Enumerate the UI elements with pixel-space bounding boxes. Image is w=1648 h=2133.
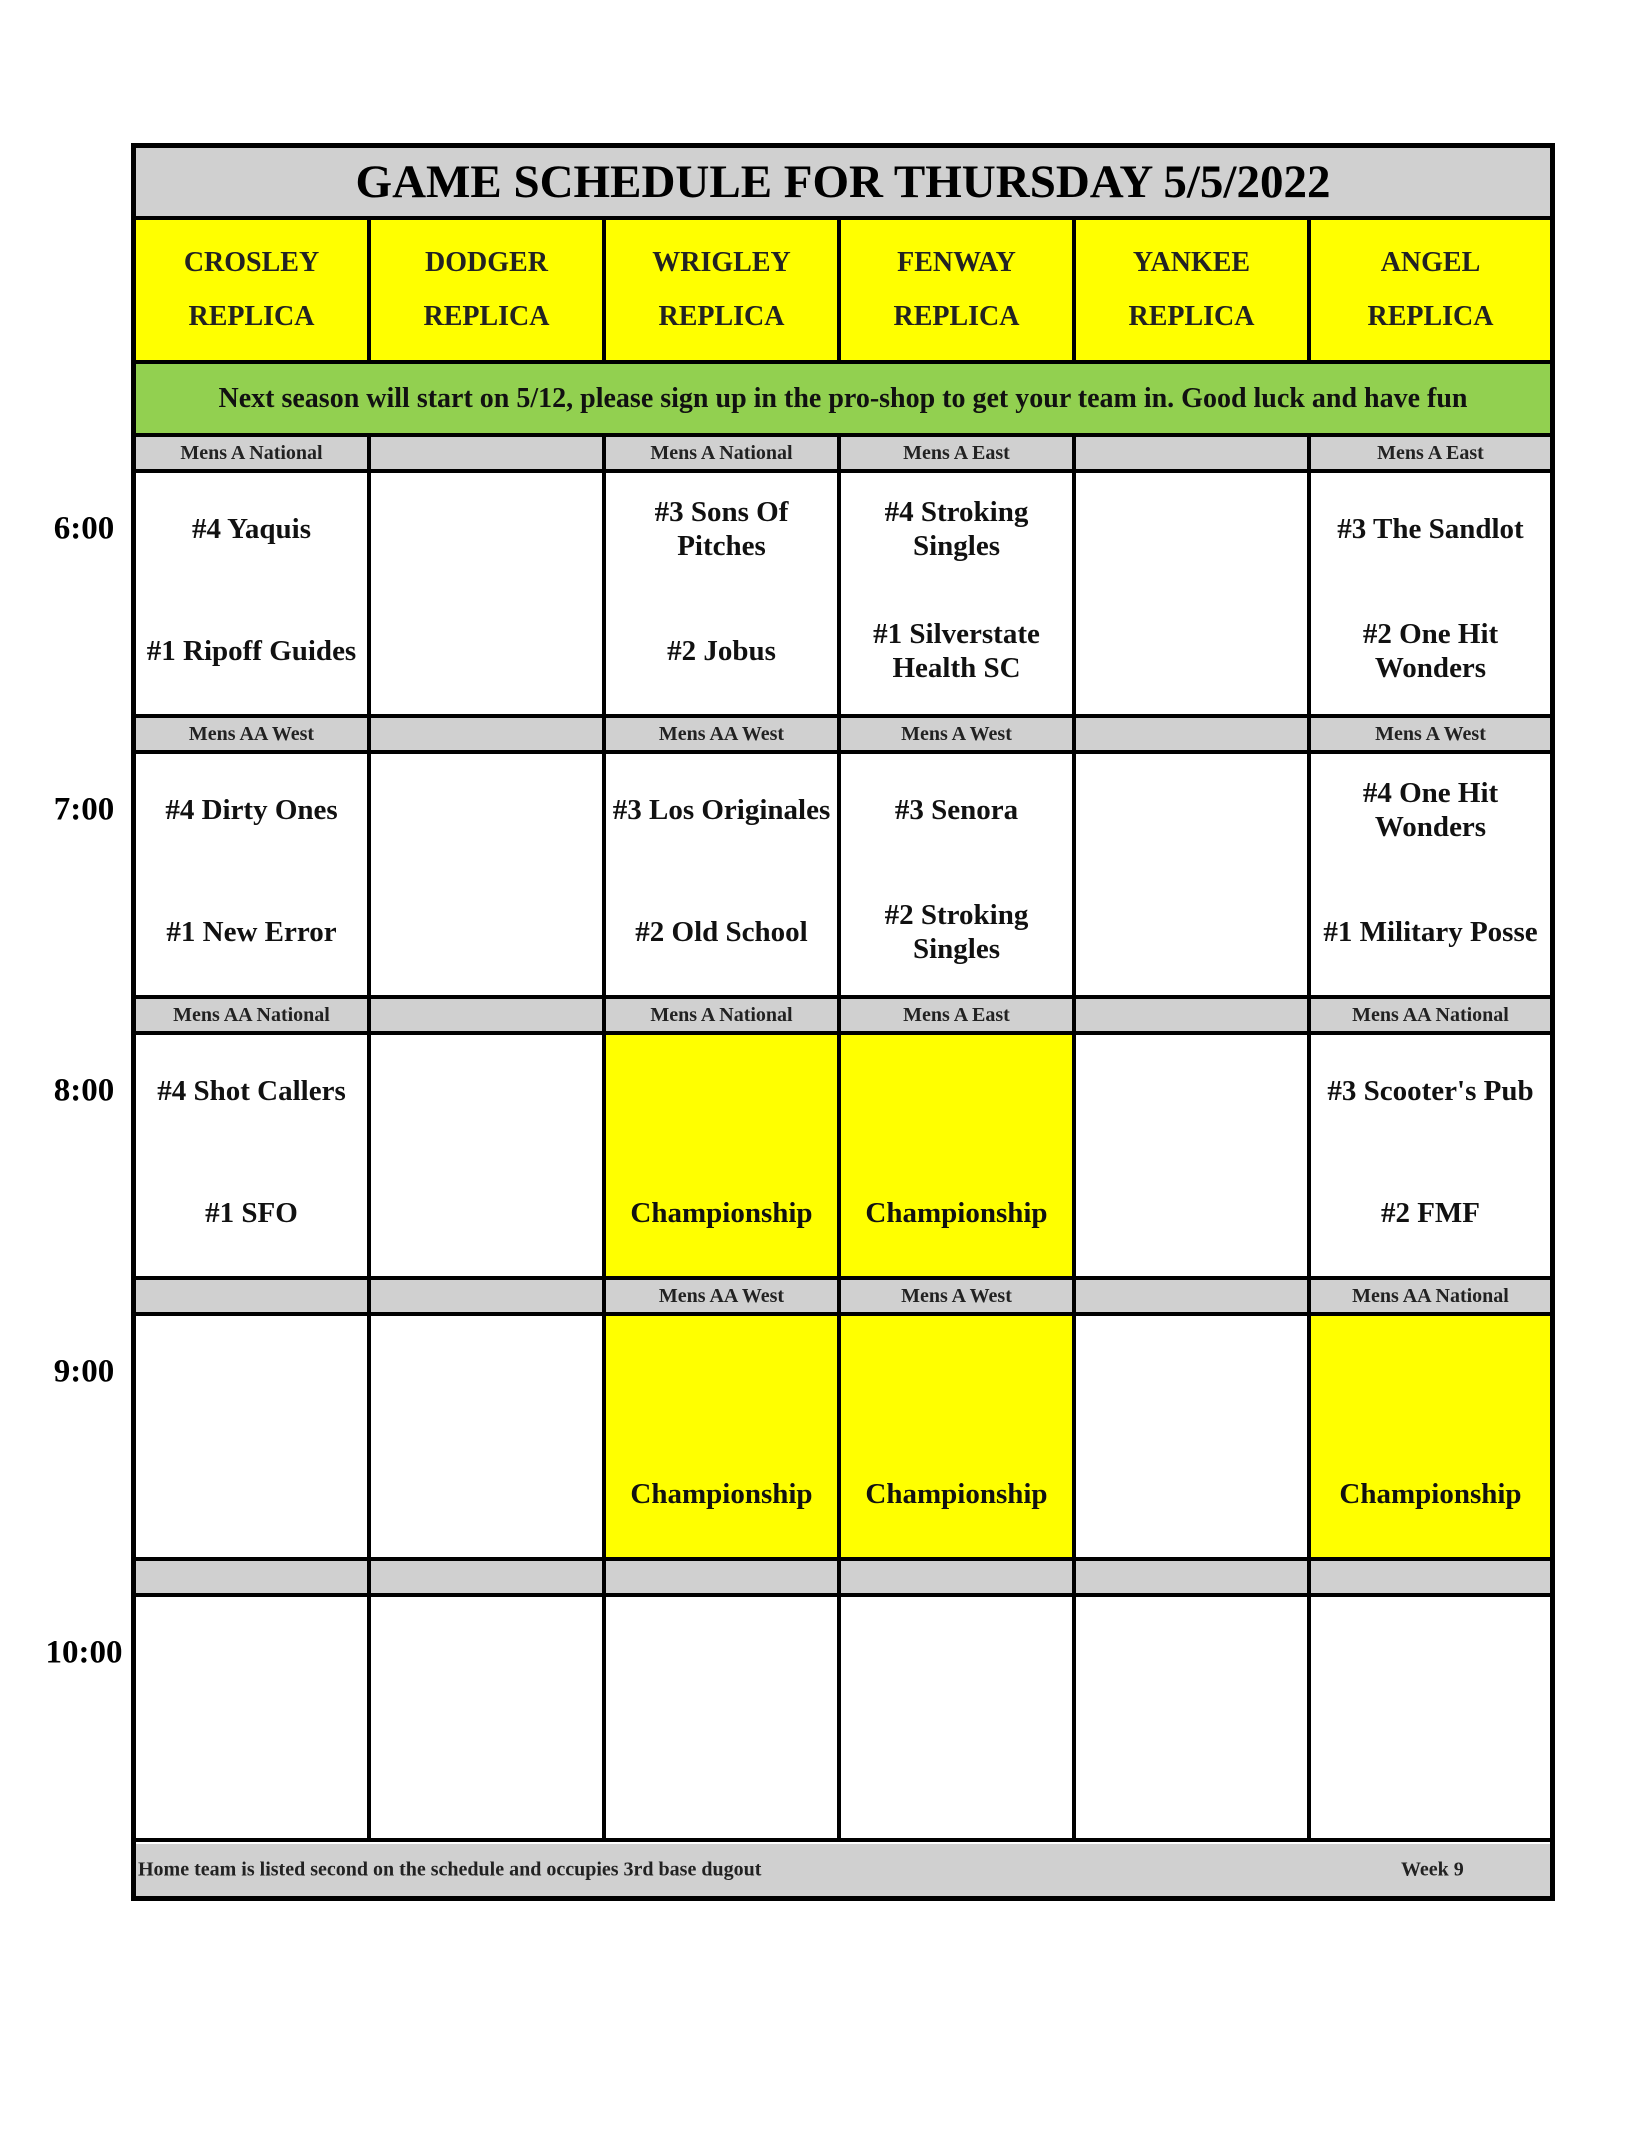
field-header (1311, 220, 1550, 364)
home-team: #1 SFO (205, 1197, 298, 1229)
away-team: #3 Scooter's Pub (1327, 1075, 1534, 1107)
home-team: Championship (1339, 1478, 1522, 1510)
division-label: Mens A East (841, 437, 1076, 473)
game-slot (371, 754, 606, 999)
game-slot (371, 1597, 606, 1842)
division-label: Mens A National (136, 437, 371, 473)
game-slot (1076, 754, 1311, 999)
field-header (136, 220, 371, 364)
time-label: 8:00 (53, 1072, 115, 1109)
game-slot (371, 1316, 606, 1561)
home-team: #1 Military Posse (1323, 916, 1538, 948)
field-header (841, 220, 1076, 364)
home-team: Championship (865, 1197, 1048, 1229)
page-title: GAME SCHEDULE FOR THURSDAY 5/5/2022 (136, 148, 1550, 220)
field-subtitle: REPLICA (188, 301, 315, 332)
game-slot (606, 754, 841, 999)
field-name: WRIGLEY (652, 247, 791, 278)
game-slot (371, 1035, 606, 1280)
home-team: #2 Stroking Singles (884, 899, 1029, 965)
game-slot (371, 473, 606, 718)
division-label: Mens A West (841, 1280, 1076, 1316)
field-name: YANKEE (1132, 247, 1251, 278)
game-slot (1311, 473, 1550, 718)
field-subtitle: REPLICA (1128, 301, 1255, 332)
game-slot (1311, 754, 1550, 999)
championship-slot (606, 1035, 841, 1280)
game-slot (606, 473, 841, 718)
schedule-table (131, 143, 1555, 1901)
game-slot (1076, 473, 1311, 718)
home-team: #1 Silverstate Health SC (873, 618, 1040, 684)
home-team: Championship (630, 1197, 813, 1229)
championship-slot (841, 1035, 1076, 1280)
division-label (1311, 1561, 1550, 1597)
division-label (1076, 999, 1311, 1035)
home-team: Championship (630, 1478, 813, 1510)
field-subtitle: REPLICA (1367, 301, 1494, 332)
division-label: Mens AA West (606, 718, 841, 754)
game-slot (1311, 1597, 1550, 1842)
game-slot (136, 473, 371, 718)
home-team: #1 Ripoff Guides (146, 635, 357, 667)
division-label: Mens AA West (606, 1280, 841, 1316)
away-team: #4 One Hit Wonders (1362, 777, 1499, 843)
home-team: #2 FMF (1380, 1197, 1481, 1229)
division-label (841, 1561, 1076, 1597)
field-name: FENWAY (897, 247, 1016, 278)
game-slot (136, 1597, 371, 1842)
game-slot (841, 754, 1076, 999)
notice-banner: Next season will start on 5/12, please sign up in the pro-shop to get your team in. Good luck and have fun (136, 364, 1550, 437)
division-label: Mens A National (606, 999, 841, 1035)
field-name: ANGEL (1380, 247, 1481, 278)
field-subtitle: REPLICA (423, 301, 550, 332)
division-label: Mens A East (1311, 437, 1550, 473)
away-team: #3 Los Originales (612, 794, 831, 826)
championship-slot (606, 1316, 841, 1561)
away-team: #3 The Sandlot (1337, 513, 1524, 545)
field-name: DODGER (425, 247, 548, 278)
division-label (371, 1280, 606, 1316)
away-team: #4 Stroking Singles (884, 496, 1029, 562)
away-team: #4 Dirty Ones (165, 794, 338, 826)
field-header (371, 220, 606, 364)
division-label (371, 718, 606, 754)
week-label: Week 9 (1401, 1858, 1464, 1881)
game-slot (1311, 1035, 1550, 1280)
division-label (1076, 1561, 1311, 1597)
field-header (606, 220, 841, 364)
footer-note: Home team is listed second on the schedule and occupies 3rd base dugout (138, 1858, 762, 1881)
division-label (136, 1280, 371, 1316)
division-label (371, 1561, 606, 1597)
field-subtitle: REPLICA (658, 301, 785, 332)
home-team: #2 Old School (635, 916, 808, 948)
away-team: #4 Yaquis (191, 513, 311, 545)
home-team: Championship (865, 1478, 1048, 1510)
game-slot (136, 1035, 371, 1280)
time-label: 9:00 (53, 1353, 115, 1390)
championship-slot (841, 1316, 1076, 1561)
home-team: #1 New Error (166, 916, 337, 948)
division-label (1076, 437, 1311, 473)
field-subtitle: REPLICA (893, 301, 1020, 332)
division-label (1076, 1280, 1311, 1316)
field-header (1076, 220, 1311, 364)
away-team: #4 Shot Callers (157, 1075, 346, 1107)
game-slot (1076, 1316, 1311, 1561)
division-label: Mens AA National (1311, 999, 1550, 1035)
game-slot (136, 754, 371, 999)
game-slot (136, 1316, 371, 1561)
division-label: Mens A West (1311, 718, 1550, 754)
game-slot (841, 1597, 1076, 1842)
field-name: CROSLEY (183, 247, 320, 278)
championship-slot (1311, 1316, 1550, 1561)
game-slot (1076, 1597, 1311, 1842)
away-team: #3 Sons Of Pitches (654, 496, 789, 562)
game-slot (841, 473, 1076, 718)
division-label: Mens A West (841, 718, 1076, 754)
home-team: #2 Jobus (667, 635, 776, 667)
division-label: Mens A National (606, 437, 841, 473)
division-label: Mens AA National (136, 999, 371, 1035)
division-label (1076, 718, 1311, 754)
division-label (371, 999, 606, 1035)
division-label: Mens A East (841, 999, 1076, 1035)
division-label: Mens AA National (1311, 1280, 1550, 1316)
division-label: Mens AA West (136, 718, 371, 754)
time-label: 7:00 (53, 791, 115, 828)
division-label (371, 437, 606, 473)
time-label: 6:00 (53, 510, 115, 547)
home-team: #2 One Hit Wonders (1362, 618, 1499, 684)
division-label (606, 1561, 841, 1597)
footer-bar (136, 1844, 1550, 1896)
game-slot (606, 1597, 841, 1842)
game-slot (1076, 1035, 1311, 1280)
division-label (136, 1561, 371, 1597)
time-label: 10:00 (45, 1634, 123, 1671)
away-team: #3 Senora (894, 794, 1019, 826)
